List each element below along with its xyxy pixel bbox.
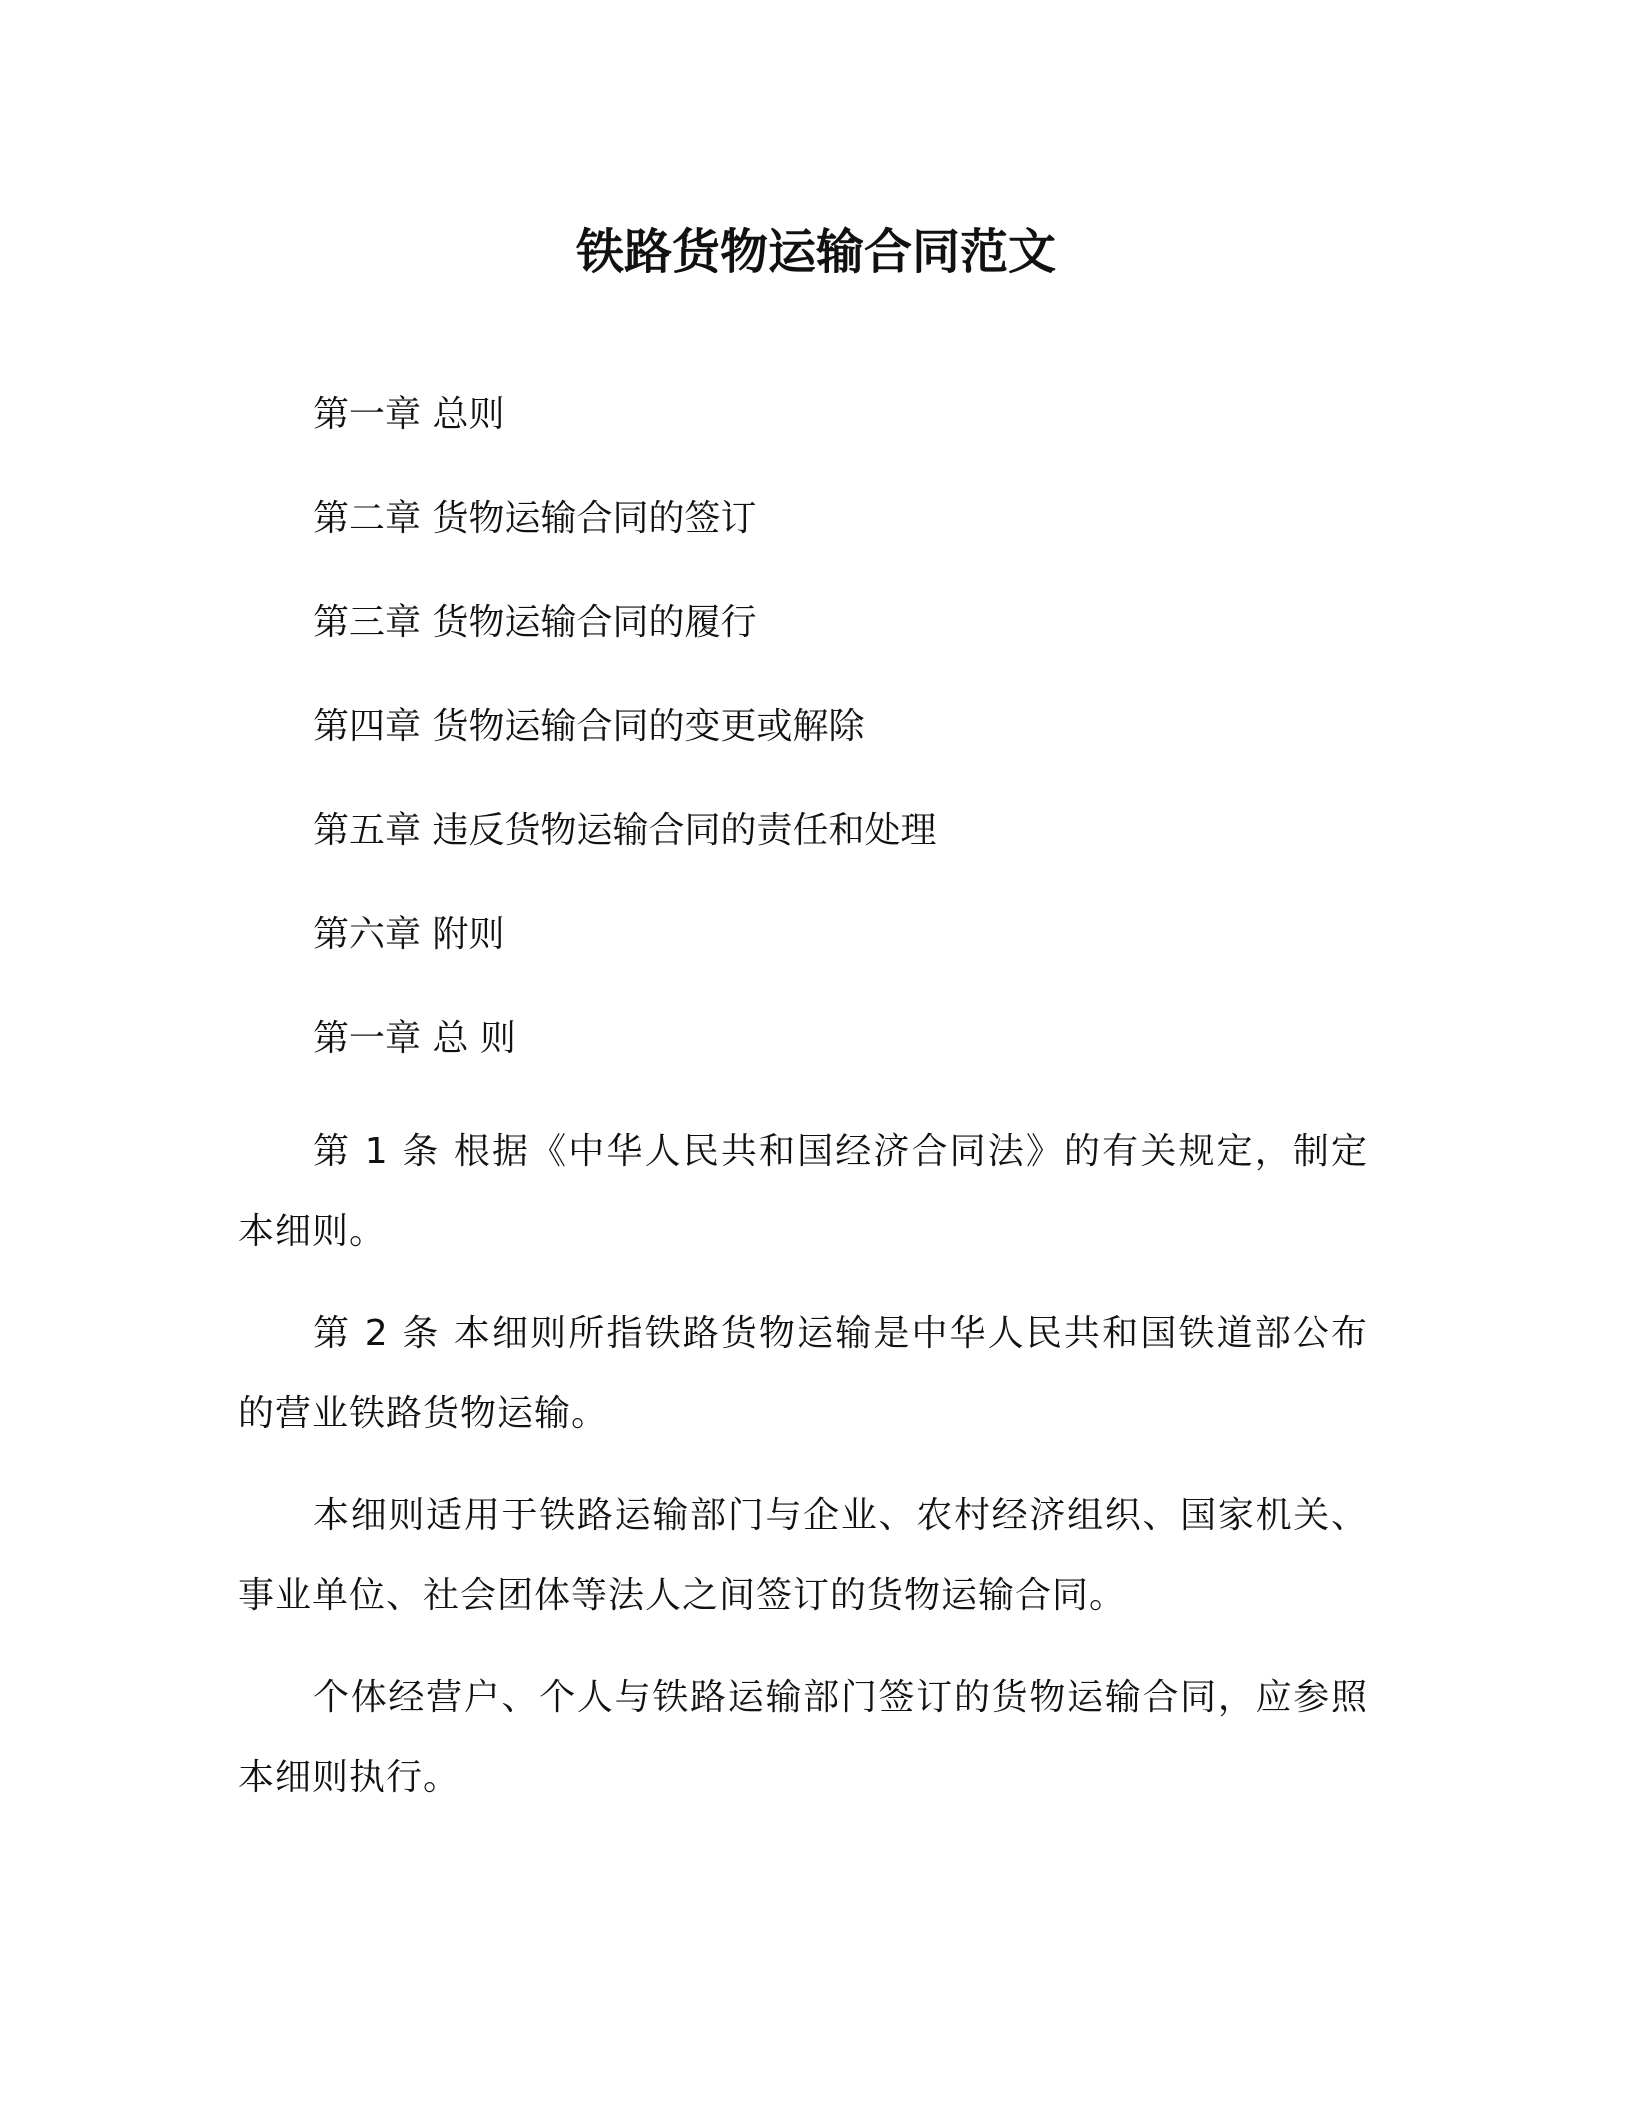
article-paragraph: 第 2 条 本细则所指铁路货物运输是中华人民共和国铁道部公布的营业铁路货物运输。	[238, 1313, 1368, 1434]
body-paragraph: 个体经营户、个人与铁路运输部门签订的货物运输合同，应参照本细则执行。	[238, 1677, 1368, 1798]
chapter-heading: 第五章 违反货物运输合同的责任和处理	[313, 810, 937, 851]
chapter-heading: 第三章 货物运输合同的履行	[313, 602, 757, 643]
chapter-heading: 第一章 总则	[313, 394, 505, 435]
document-title: 铁路货物运输合同范文	[575, 224, 1056, 280]
chapter-heading: 第一章 总 则	[313, 1018, 516, 1059]
chapter-heading: 第四章 货物运输合同的变更或解除	[313, 706, 865, 747]
article-paragraph: 第 1 条 根据《中华人民共和国经济合同法》的有关规定，制定本细则。	[238, 1131, 1368, 1252]
chapter-heading: 第二章 货物运输合同的签订	[313, 498, 757, 539]
chapter-heading: 第六章 附则	[313, 914, 505, 955]
chapter-list	[313, 390, 936, 1118]
body-paragraph: 本细则适用于铁路运输部门与企业、农村经济组织、国家机关、事业单位、社会团体等法人之间签订的货物运输合同。	[238, 1495, 1368, 1616]
